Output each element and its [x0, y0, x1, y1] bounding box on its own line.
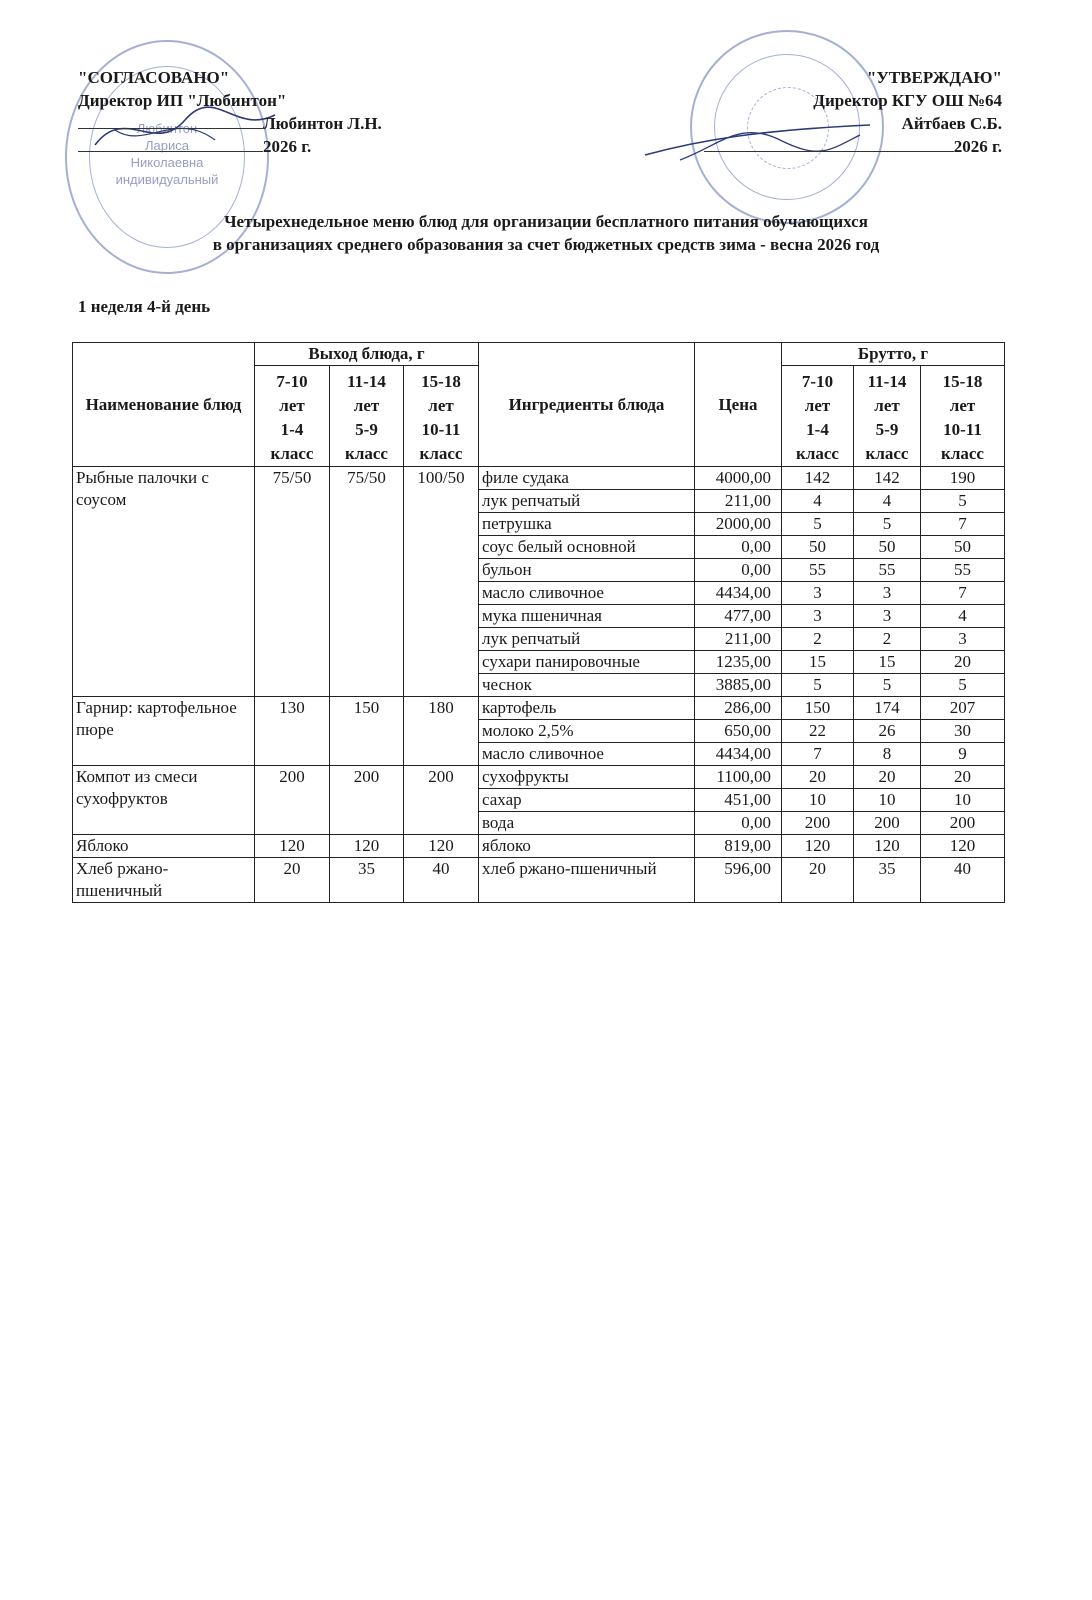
ingredient-name: хлеб ржано-пшеничный — [479, 858, 695, 903]
ingredient-price: 650,00 — [695, 720, 782, 743]
stamp-text-line: Николаевна — [130, 155, 204, 170]
ingredient-name: масло сливочное — [479, 582, 695, 605]
table-row — [73, 858, 1005, 903]
ingredient-gross: 190 — [921, 467, 1005, 490]
age-label: 15-18 — [942, 372, 983, 391]
dish-yield: 40 — [404, 858, 479, 903]
ingredient-gross: 10 — [854, 789, 921, 812]
dish-yield: 200 — [404, 766, 479, 835]
date-line — [704, 137, 954, 152]
ingredient-name: лук репчатый — [479, 490, 695, 513]
age-label: 11-14 — [867, 372, 907, 391]
ingredient-name: сухари панировочные — [479, 651, 695, 674]
stamp-text-line: индивидуальный — [115, 172, 219, 187]
age-label: класс — [270, 444, 314, 463]
ingredient-gross: 5 — [782, 674, 854, 697]
dish-yield: 150 — [330, 697, 404, 766]
ingredient-price: 0,00 — [695, 812, 782, 835]
age-label: лет — [949, 396, 976, 415]
age-label: 1-4 — [806, 420, 829, 439]
dish-yield: 120 — [255, 835, 330, 858]
dish-yield: 20 — [255, 858, 330, 903]
age-label: 10-11 — [943, 420, 982, 439]
approval-right-name: Айтбаев С.Б. — [901, 114, 1002, 133]
age-label: 5-9 — [355, 420, 378, 439]
ingredient-gross: 7 — [782, 743, 854, 766]
age-label: лет — [353, 396, 380, 415]
ingredient-price: 0,00 — [695, 559, 782, 582]
ingredient-gross: 15 — [854, 651, 921, 674]
ingredient-gross: 50 — [921, 536, 1005, 559]
header-gross-age-0 — [782, 366, 854, 467]
ingredient-gross: 26 — [854, 720, 921, 743]
dish-yield: 200 — [255, 766, 330, 835]
ingredient-price: 211,00 — [695, 628, 782, 651]
signature-line — [78, 114, 263, 129]
date-line — [78, 137, 263, 152]
header-yield: Выход блюда, г — [255, 343, 479, 366]
ingredient-price: 0,00 — [695, 536, 782, 559]
ingredient-price: 1235,00 — [695, 651, 782, 674]
ingredient-name: молоко 2,5% — [479, 720, 695, 743]
dish-yield: 200 — [330, 766, 404, 835]
header-gross-age-2 — [921, 366, 1005, 467]
dish-yield: 75/50 — [255, 467, 330, 697]
ingredient-gross: 10 — [921, 789, 1005, 812]
age-label: лет — [279, 396, 305, 415]
ingredient-gross: 5 — [854, 513, 921, 536]
header-ingredients: Ингредиенты блюда — [479, 343, 695, 467]
ingredient-name: бульон — [479, 559, 695, 582]
age-label: класс — [941, 444, 984, 463]
dish-name: Рыбные палочки с соусом — [73, 467, 255, 697]
ingredient-gross: 7 — [921, 582, 1005, 605]
header-gross-age-1 — [854, 366, 921, 467]
dish-yield: 180 — [404, 697, 479, 766]
ingredient-gross: 120 — [782, 835, 854, 858]
ingredient-name: сахар — [479, 789, 695, 812]
header-yield-age-0 — [255, 366, 330, 467]
approval-left-position: Директор ИП "Любинтон" — [78, 91, 287, 110]
ingredient-gross: 20 — [854, 766, 921, 789]
age-label: 10-11 — [421, 420, 461, 439]
ingredient-gross: 3 — [921, 628, 1005, 651]
ingredient-gross: 55 — [854, 559, 921, 582]
ingredient-gross: 3 — [854, 605, 921, 628]
ingredient-gross: 55 — [921, 559, 1005, 582]
approval-right — [704, 66, 1002, 158]
ingredient-name: филе судака — [479, 467, 695, 490]
ingredient-gross: 3 — [854, 582, 921, 605]
ingredient-name: петрушка — [479, 513, 695, 536]
ingredient-gross: 200 — [782, 812, 854, 835]
ingredient-gross: 20 — [921, 766, 1005, 789]
age-label: класс — [419, 444, 463, 463]
title-line-2: в организациях среднего образования за счет бюджетных средств зима - весна 2026 год — [212, 235, 880, 254]
ingredient-price: 819,00 — [695, 835, 782, 858]
approval-left-date-line — [78, 135, 382, 158]
ingredient-gross: 7 — [921, 513, 1005, 536]
age-label: 7-10 — [276, 372, 308, 391]
ingredient-gross: 8 — [854, 743, 921, 766]
ingredient-price: 4434,00 — [695, 582, 782, 605]
header-yield-age-2 — [404, 366, 479, 467]
ingredient-gross: 35 — [854, 858, 921, 903]
ingredient-gross: 55 — [782, 559, 854, 582]
dish-yield: 75/50 — [330, 467, 404, 697]
age-label: лет — [874, 396, 900, 415]
age-label: 15-18 — [421, 372, 461, 391]
dish-yield: 35 — [330, 858, 404, 903]
age-label: 1-4 — [280, 420, 304, 439]
table-row — [73, 766, 1005, 789]
table-row — [73, 467, 1005, 490]
ingredient-gross: 142 — [854, 467, 921, 490]
table-row — [73, 697, 1005, 720]
ingredient-gross: 200 — [854, 812, 921, 835]
week-day-label: 1 неделя 4-й день — [78, 297, 211, 316]
table-row — [73, 835, 1005, 858]
ingredient-gross: 30 — [921, 720, 1005, 743]
ingredient-price: 2000,00 — [695, 513, 782, 536]
ingredient-gross: 5 — [921, 674, 1005, 697]
ingredient-gross: 120 — [854, 835, 921, 858]
ingredient-gross: 150 — [782, 697, 854, 720]
dish-yield: 120 — [404, 835, 479, 858]
ingredient-price: 3885,00 — [695, 674, 782, 697]
header-yield-age-1 — [330, 366, 404, 467]
ingredient-gross: 207 — [921, 697, 1005, 720]
ingredient-gross: 20 — [782, 766, 854, 789]
age-label: 7-10 — [801, 372, 834, 391]
ingredient-price: 286,00 — [695, 697, 782, 720]
ingredient-name: мука пшеничная — [479, 605, 695, 628]
ingredient-gross: 9 — [921, 743, 1005, 766]
ingredient-price: 1100,00 — [695, 766, 782, 789]
dish-name: Хлеб ржано-пшеничный — [73, 858, 255, 903]
title-line-1: Четырехнедельное меню блюд для организации бесплатного питания обучающихся — [224, 212, 868, 231]
dish-name: Яблоко — [73, 835, 255, 858]
ingredient-gross: 50 — [782, 536, 854, 559]
header-dish: Наименование блюд — [73, 343, 255, 467]
approval-left-name: Любинтон Л.Н. — [263, 114, 382, 133]
ingredient-gross: 2 — [782, 628, 854, 651]
ingredient-gross: 50 — [854, 536, 921, 559]
ingredient-gross: 3 — [782, 605, 854, 628]
approval-right-date-line — [704, 135, 1002, 158]
ingredient-gross: 120 — [921, 835, 1005, 858]
age-label: класс — [865, 444, 909, 463]
ingredient-price: 596,00 — [695, 858, 782, 903]
ingredient-gross: 200 — [921, 812, 1005, 835]
ingredient-gross: 4 — [782, 490, 854, 513]
ingredient-gross: 5 — [782, 513, 854, 536]
approval-right-position: Директор КГУ ОШ №64 — [813, 91, 1002, 110]
ingredient-name: лук репчатый — [479, 628, 695, 651]
age-label: 5-9 — [875, 420, 899, 439]
ingredient-gross: 10 — [782, 789, 854, 812]
header-price: Цена — [695, 343, 782, 467]
ingredient-name: яблоко — [479, 835, 695, 858]
ingredient-gross: 4 — [854, 490, 921, 513]
age-label: лет — [428, 396, 454, 415]
dish-name: Гарнир: картофельное пюре — [73, 697, 255, 766]
ingredient-name: соус белый основной — [479, 536, 695, 559]
approval-left-year: 2026 г. — [263, 137, 312, 156]
ingredient-price: 477,00 — [695, 605, 782, 628]
age-label: класс — [345, 444, 388, 463]
ingredient-price: 211,00 — [695, 490, 782, 513]
ingredient-name: чеснок — [479, 674, 695, 697]
ingredient-gross: 20 — [782, 858, 854, 903]
dish-name: Компот из смеси сухофруктов — [73, 766, 255, 835]
ingredient-gross: 142 — [782, 467, 854, 490]
ingredient-gross: 15 — [782, 651, 854, 674]
stamp-text-line: Ларисa — [145, 138, 189, 153]
dish-yield: 130 — [255, 697, 330, 766]
ingredient-price: 4434,00 — [695, 743, 782, 766]
ingredient-gross: 20 — [921, 651, 1005, 674]
ingredient-gross: 40 — [921, 858, 1005, 903]
dish-yield: 100/50 — [404, 467, 479, 697]
dish-yield: 120 — [330, 835, 404, 858]
ingredient-gross: 4 — [921, 605, 1005, 628]
ingredient-price: 451,00 — [695, 789, 782, 812]
ingredient-gross: 2 — [854, 628, 921, 651]
approval-right-year: 2026 г. — [953, 137, 1002, 156]
header-gross: Брутто, г — [782, 343, 1005, 366]
approval-left — [78, 66, 382, 158]
ingredient-gross: 3 — [782, 582, 854, 605]
approval-right-heading: "УТВЕРЖДАЮ" — [866, 68, 1002, 87]
ingredient-name: сухофрукты — [479, 766, 695, 789]
menu-table — [72, 342, 1005, 903]
stamp-text-line: Любинтон — [136, 121, 198, 136]
ingredient-gross: 5 — [854, 674, 921, 697]
ingredient-name: масло сливочное — [479, 743, 695, 766]
ingredient-gross: 5 — [921, 490, 1005, 513]
age-label: 11-14 — [347, 372, 386, 391]
document-title — [0, 210, 1092, 256]
ingredient-gross: 22 — [782, 720, 854, 743]
ingredient-price: 4000,00 — [695, 467, 782, 490]
age-label: лет — [804, 396, 831, 415]
ingredient-name: вода — [479, 812, 695, 835]
ingredient-name: картофель — [479, 697, 695, 720]
ingredient-gross: 174 — [854, 697, 921, 720]
approval-left-heading: "СОГЛАСОВАНО" — [78, 68, 230, 87]
age-label: класс — [796, 444, 839, 463]
approval-left-name-line — [78, 112, 382, 135]
